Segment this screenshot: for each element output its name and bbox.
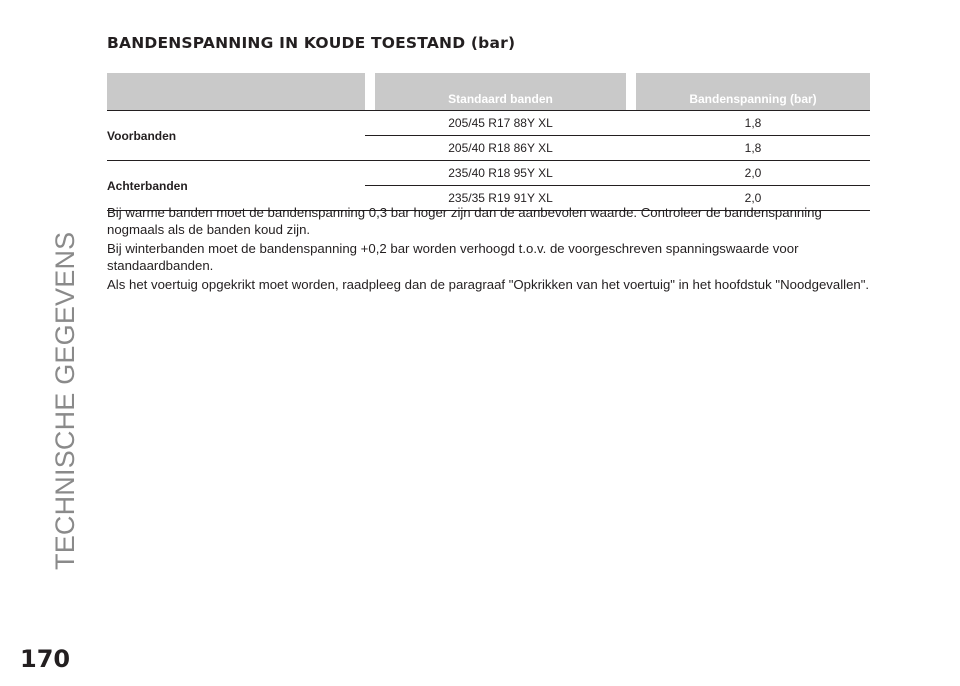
note-paragraph: Bij winterbanden moet de bandenspanning +0,2 bar worden verhoogd t.o.v. de voorgeschreven spanningswaarde voor standaardbanden. <box>107 241 799 273</box>
table-row <box>107 111 870 136</box>
note-paragraph: Bij warme banden moet de bandenspanning 0,3 bar hoger zijn dan de aanbevolen waarde. Controleer de bandenspanning nogmaals als de banden koud zijn. <box>107 205 822 237</box>
cell-gap <box>626 136 636 161</box>
tyre-pressure-table <box>107 73 870 211</box>
row-group-label: Achterbanden <box>107 161 365 211</box>
tyre-size-cell: 205/40 R18 86Y XL <box>375 136 626 161</box>
cell-gap <box>626 111 636 136</box>
page-number: 170 <box>20 645 71 673</box>
notes-block <box>107 205 882 297</box>
table-row <box>107 161 870 186</box>
pressure-cell: 1,8 <box>636 111 870 136</box>
table-header-empty <box>107 73 365 111</box>
table-header-gap <box>626 73 636 111</box>
pressure-cell: 2,0 <box>636 161 870 186</box>
cell-gap <box>365 161 375 186</box>
table-header-gap <box>365 73 375 111</box>
pressure-cell: 1,8 <box>636 136 870 161</box>
cell-gap <box>365 111 375 136</box>
cell-gap <box>365 136 375 161</box>
table-header-row <box>107 73 870 111</box>
cell-gap <box>626 161 636 186</box>
section-heading: BANDENSPANNING IN KOUDE TOESTAND (bar) <box>107 34 516 52</box>
tyre-size-cell: 235/40 R18 95Y XL <box>375 161 626 186</box>
row-group-label: Voorbanden <box>107 111 365 161</box>
table-header-pressure: Bandenspanning (bar) <box>636 73 870 111</box>
pressure-cell: 2,0 <box>636 186 870 211</box>
chapter-side-title-text: TECHNISCHE GEGEVENS <box>50 231 80 570</box>
tyre-size-cell: 235/35 R19 91Y XL <box>375 186 626 211</box>
note-paragraph: Als het voertuig opgekrikt moet worden, raadpleeg dan de paragraaf "Opkrikken van het voertuig" in het hoofdstuk "Noodgevallen". <box>107 277 870 292</box>
table-header-standard-tyres: Standaard banden <box>375 73 626 111</box>
tyre-size-cell: 205/45 R17 88Y XL <box>375 111 626 136</box>
